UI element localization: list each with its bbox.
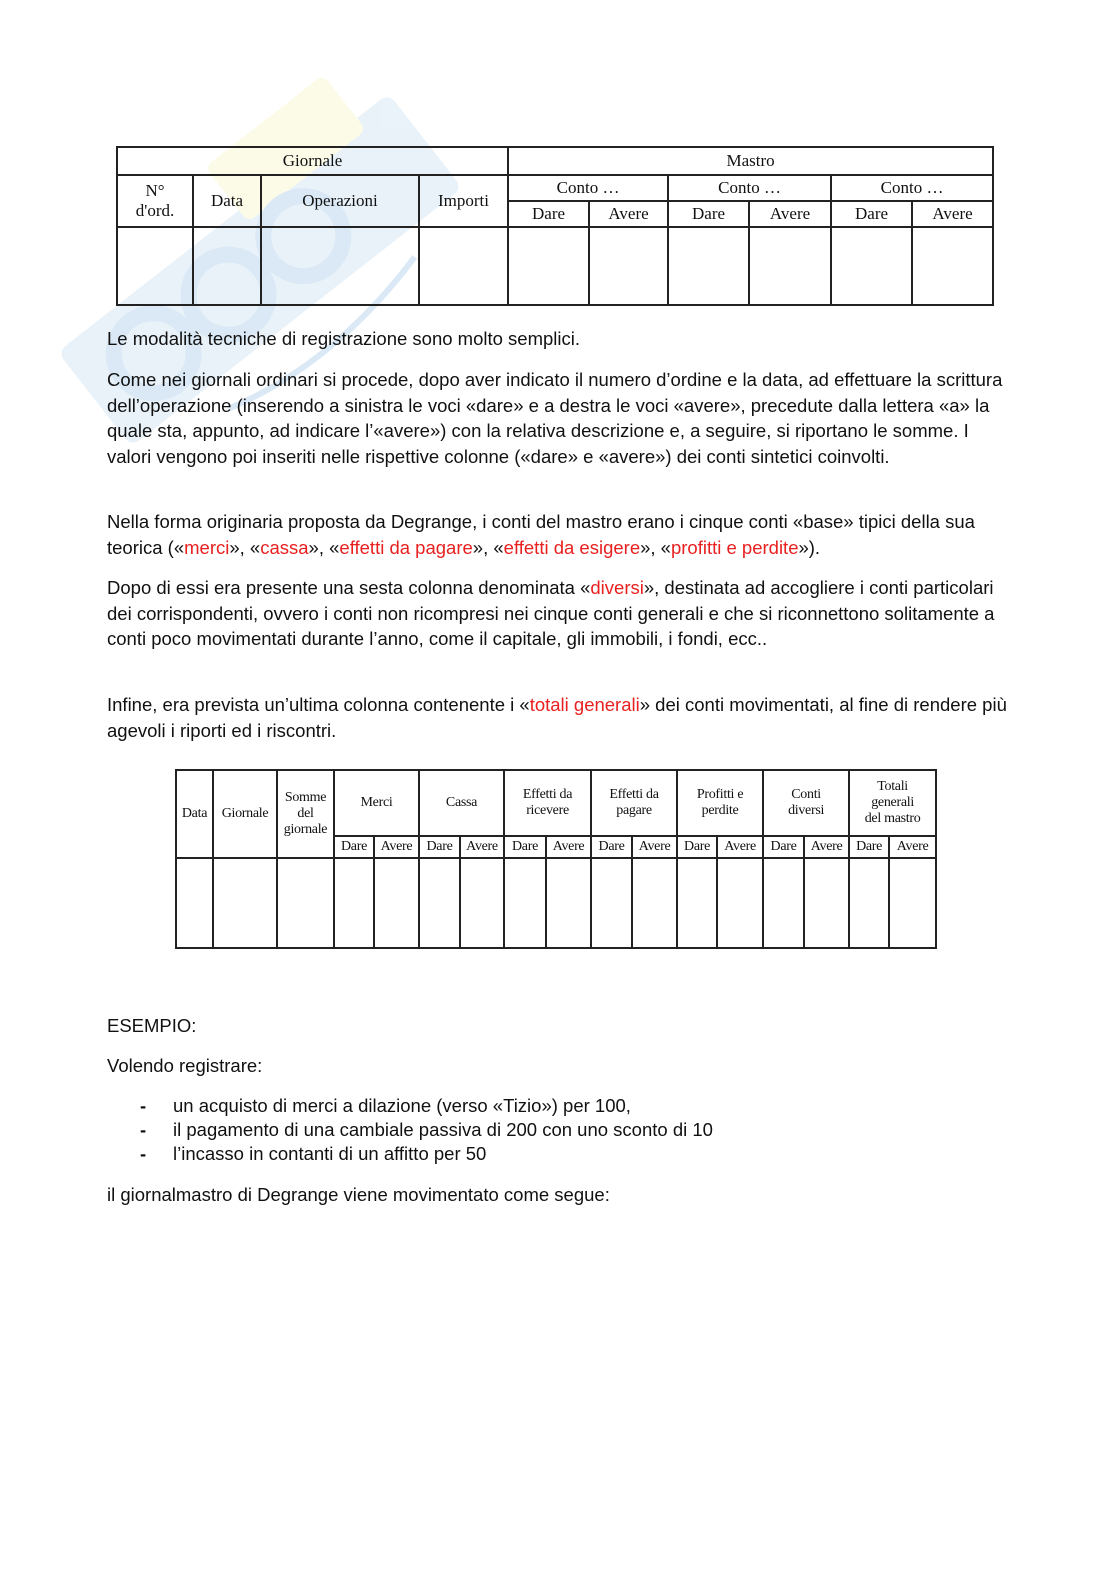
example-heading: ESEMPIO: [107,1015,197,1036]
col-data: Data [193,175,261,227]
avere-header: Avere [804,836,849,858]
table-cell [849,858,889,948]
highlight-merci: merci [184,536,230,558]
table-cell [117,227,193,305]
list-item: - il pagamento di una cambiale passiva di 200 con uno sconto di 10 [140,1119,713,1140]
giornalmastro-table-1 [116,146,994,306]
group-conti-diversi: Conti diversi [763,770,849,836]
table-cell [504,858,546,948]
table-cell [668,227,749,305]
avere-header: Avere [749,201,831,227]
table-cell [546,858,591,948]
paragraph-4: Dopo di essi era presente una sesta colonna denominata «diversi», destinata ad accogliere i conti particolari dei corrispondenti, ovvero i conti non ricompresi nei cinque conti generali e che si riconnettono solitamente a conti poco movimentati durante l’anno, come il capitale, gli immobili, i fondi, ecc.. [107,577,995,649]
list-item: - l’incasso in contanti di un affitto per 50 [140,1143,487,1164]
table-cell [677,858,717,948]
highlight-effetti-da-esigere: effetti da esigere [503,536,641,558]
avere-header: Avere [374,836,419,858]
table-cell [213,858,277,948]
dare-header: Dare [508,201,589,227]
group-cassa: Cassa [419,770,504,836]
highlight-diversi: diversi [590,577,644,598]
group-effetti-da-ricevere: Effetti da ricevere [504,770,591,836]
table-cell [508,227,589,305]
paragraph-3: Nella forma originaria proposta da Degrange, i conti del mastro erano i cinque conti «base» tipici della sua teorica («merci», «cassa», «effetti da pagare», «effetti da esigere», «profitti e perdite»). [107,511,975,558]
table-cell [277,858,334,948]
table-cell [632,858,677,948]
highlight-totali-generali: totali generali [529,694,640,715]
dare-header: Dare [591,836,632,858]
table-cell [804,858,849,948]
conto-header: Conto … [668,175,831,201]
avere-header: Avere [589,201,668,227]
example-outro: il giornalmastro di Degrange viene movimentato come segue: [107,1184,610,1205]
table-cell [176,858,213,948]
dare-header: Dare [849,836,889,858]
table-cell [460,858,504,948]
table-cell [193,227,261,305]
dare-header: Dare [831,201,912,227]
giornalmastro-table-2 [175,769,937,949]
col-importi: Importi [419,175,508,227]
avere-header: Avere [546,836,591,858]
table-cell [912,227,993,305]
highlight-effetti-da-pagare: effetti da pagare [339,536,473,558]
col-somme-del-giornale: Somme del giornale [277,770,334,858]
dare-header: Dare [504,836,546,858]
dare-header: Dare [763,836,804,858]
highlight-profitti-e-perdite: profitti e perdite [670,536,799,558]
table-cell [591,858,632,948]
avere-header: Avere [889,836,936,858]
highlight-cassa: cassa [260,536,309,558]
table-cell [763,858,804,948]
paragraph-1: Le modalità tecniche di registrazione sono molto semplici. [107,328,581,349]
group-merci: Merci [334,770,419,836]
table-cell [831,227,912,305]
dare-header: Dare [677,836,717,858]
table-cell [374,858,419,948]
example-list [140,1094,713,1166]
avere-header: Avere [632,836,677,858]
table-cell [419,227,508,305]
conto-header: Conto … [831,175,993,201]
table-cell [889,858,936,948]
col-nord: N° d'ord. [117,175,193,227]
list-item: - un acquisto di merci a dilazione (verso «Tizio») per 100, [140,1095,631,1116]
table-cell [419,858,460,948]
group-profitti-e-perdite: Profitti e perdite [677,770,763,836]
dare-header: Dare [419,836,460,858]
group-totali-generali: Totali generali del mastro [849,770,936,836]
avere-header: Avere [460,836,504,858]
paragraph-2: Come nei giornali ordinari si procede, dopo aver indicato il numero d’ordine e la data, ad effettuare la scrittura dell’operazione (inserendo a sinistra le voci «dare» e a destra le voci «avere», precedute dalla lettera «a» la quale sta, appunto, ad indicare l’«avere») con la relativa descrizione e, a seguire, si riportano le somme. I valori vengono poi inseriti nelle rispettive colonne («dare» e «avere») dei conti sintetici coinvolti. [107,369,1003,467]
table-cell [261,227,419,305]
paragraph-5: Infine, era prevista un’ultima colonna contenente i «totali generali» dei conti movimentati, al fine di rendere più agevoli i riporti ed i riscontri. [107,694,1007,741]
avere-header: Avere [912,201,993,227]
col-operazioni: Operazioni [261,175,419,227]
mastro-header: Mastro [508,147,993,175]
conto-header: Conto … [508,175,668,201]
table-cell [334,858,374,948]
table-row [176,858,936,948]
giornale-header: Giornale [117,147,508,175]
dare-header: Dare [334,836,374,858]
table-row [117,227,993,305]
table-cell [717,858,763,948]
group-effetti-da-pagare: Effetti da pagare [591,770,677,836]
table-cell [749,227,831,305]
col-data: Data [176,770,213,858]
avere-header: Avere [717,836,763,858]
dare-header: Dare [668,201,749,227]
table-cell [589,227,668,305]
col-giornale: Giornale [213,770,277,858]
example-intro: Volendo registrare: [107,1055,263,1076]
